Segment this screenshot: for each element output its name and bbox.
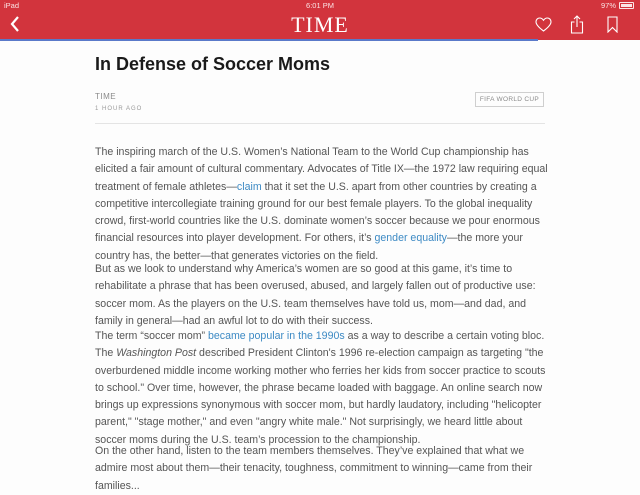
time-logo: TIME	[291, 12, 349, 37]
battery-percent: 97%	[600, 1, 616, 10]
heart-icon	[535, 17, 552, 32]
publication-name: Washington Post	[116, 347, 197, 360]
top-bar	[0, 0, 640, 40]
link-became-popular[interactable]: became popular in the 1990s	[208, 330, 345, 342]
article-paragraph: The inspiring march of the U.S. Women’s National Team to the World Cup championship has elicited a fair amount of cultural commentary. Advocates of Title IX—the 1972 law requiring equal treatment of female athletes—claim that it set the U.S. apart from other countries by creating a competitive intercollegiate training ground for our best female players. To the global inequality crowd, first-world countries like the U.S. dominate women’s soccer because we pour enormous financial resources into player development. For others, it’s gender equality—the more your country has, the better—that generates victories on the field.	[95, 146, 548, 262]
divider	[95, 123, 545, 124]
article-meta	[95, 92, 545, 112]
topic-tag[interactable]: FIFA WORLD CUP	[475, 92, 544, 107]
status-battery	[601, 1, 634, 10]
reading-progress-bar	[0, 39, 538, 41]
share-button[interactable]	[568, 14, 586, 34]
bookmark-icon	[607, 16, 618, 33]
article-timestamp: 1 HOUR AGO	[95, 106, 143, 112]
battery-icon	[619, 2, 634, 9]
article-paragraph: But as we look to understand why America’s women are so good at this game, it’s time to rehabilitate a phrase that has been overused, abused, and largely fallen out of productive use: soccer mom. As the players on the U.S. team themselves have told us, mom—and dad, and family in general—had an awful lot to do with their success.	[95, 263, 536, 327]
share-icon	[570, 15, 584, 34]
article-source[interactable]: TIME	[95, 92, 117, 101]
status-device: iPad	[4, 1, 20, 10]
status-time: 6:01 PM	[306, 1, 334, 10]
bookmark-button[interactable]	[603, 14, 621, 34]
link-gender-equality[interactable]: gender equality	[374, 232, 447, 245]
article-paragraph: On the other hand, listen to the team members themselves. They’ve explained that what we admire most about them—their tenacity, toughness, commitment to winning—came from their families...	[95, 445, 533, 492]
favorite-button[interactable]	[534, 14, 552, 34]
link-claim[interactable]: claim	[236, 180, 262, 193]
article-paragraph: The term “soccer mom” became popular in the 1990s as a way to describe a certain voting bloc. The Washington Post described President Clinton's 1996 re-election campaign as targeting "the overburdened middle income working mother who ferries her kids from soccer practice to scouts to school." Over time, however, the phrase became loaded with baggage. An online search now brings up expressions synonymous with soccer mom, but hardly laudatory, including "helicopter parent," "stage mother," and even "angry white male." Not surprisingly, we heard little about soccer moms during the U.S. team’s procession to the championship.	[95, 330, 546, 446]
article-headline: In Defense of Soccer Moms	[95, 54, 331, 74]
